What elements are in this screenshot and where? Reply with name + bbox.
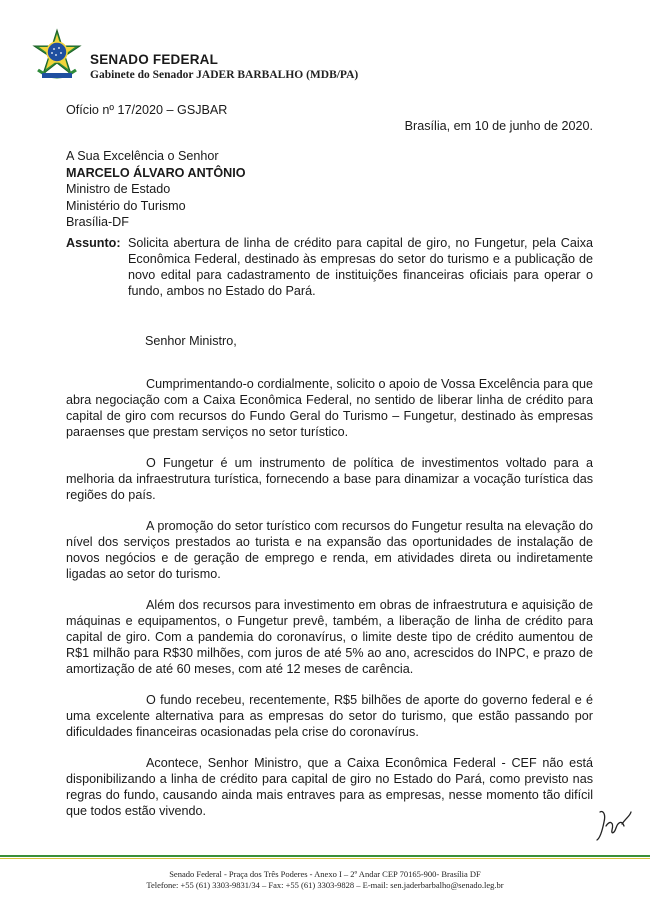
body-paragraph: Cumprimentando-o cordialmente, solicito o apoio de Vossa Excelência para que abra negociação com a Caixa Econômica Federal, no sentido de liberar linha de crédito para capital de giro com recursos do Fundo Geral do Turismo – Fungetur, destinado às empresas paraenses que prestam serviços no setor turístico. — [66, 377, 593, 439]
subject-text: Solicita abertura de linha de crédito para capital de giro, no Fungetur, pela Caixa Econômica Federal, destinado às empresas do setor do turismo e a publicação de novo edital para cadastramento de instituições financeiras oficiais para operar o fundo, ambos no Estado do Pará. — [128, 236, 593, 298]
subject-block — [66, 235, 593, 299]
addressee-ministry: Ministério do Turismo — [66, 198, 186, 213]
footer — [0, 869, 650, 891]
addressee-title: Ministro de Estado — [66, 182, 171, 197]
letter-date: Brasília, em 10 de junho de 2020. — [404, 119, 593, 133]
organization-name: SENADO FEDERAL — [90, 52, 219, 67]
footer-address: Senado Federal - Praça dos Três Poderes - Anexo I – 2º Andar CEP 70165-900- Brasília DF — [169, 869, 481, 879]
handwritten-initials-signature — [594, 806, 634, 844]
brazil-coat-of-arms-icon — [30, 28, 84, 84]
letter-reference: Ofício nº 17/2020 – GSJBAR — [66, 103, 228, 117]
body-paragraph: Além dos recursos para investimento em obras de infraestrutura e aquisição de máquinas e equipamentos, o Fungetur prevê, também, a liberação de linha de crédito para capital de giro. Com a pandemia do coronavírus, o limite deste tipo de crédito aumentou de R$1 milhão para R$30 milhões, com juros de até 5% ao ano, acrescidos do INPC, e prazo de amortização de até 60 meses, com até 12 meses de carência. — [66, 598, 593, 676]
subject-label: Assunto: — [66, 236, 121, 250]
body-paragraph: A promoção do setor turístico com recursos do Fungetur resulta na elevação do nível dos serviços prestados ao turista e na expansão das oportunidades de instalação de novos negócios e de geração de emprego e renda, em atividades direta ou indiretamente ligadas ao setor do turismo. — [66, 519, 593, 581]
office-name: Gabinete do Senador JADER BARBALHO (MDB/PA) — [90, 69, 359, 81]
body-paragraph: O Fungetur é um instrumento de política de investimentos voltado para a melhoria da infraestrutura turística, fornecendo a base para dinamizar a vocação turística das regiões do país. — [66, 456, 593, 502]
body-paragraph: O fundo recebeu, recentemente, R$5 bilhões de aporte do governo federal e é uma excelente alternativa para as empresas do setor do turismo, que estão passando por dificuldades financeiras ocasionadas pela crise do coronavírus. — [66, 693, 593, 739]
addressee-city: Brasília-DF — [66, 215, 129, 230]
footer-rule-yellow — [0, 858, 650, 859]
addressee-block — [66, 148, 246, 231]
addressee-name: MARCELO ÁLVARO ANTÔNIO — [66, 165, 246, 180]
footer-rule-green — [0, 855, 650, 857]
letter-body — [66, 376, 593, 834]
addressee-salutation-line: A Sua Excelência o Senhor — [66, 149, 219, 163]
footer-contacts: Telefone: +55 (61) 3303-9831/34 – Fax: +55 (61) 3303-9828 – E-mail: sen.jaderbarbalho@senado.leg.br — [146, 880, 504, 890]
salutation: Senhor Ministro, — [145, 334, 237, 348]
body-paragraph: Acontece, Senhor Ministro, que a Caixa Econômica Federal - CEF não está disponibilizando a linha de crédito para capital de giro no Estado do Pará, como previsto nas regras do fundo, causando ainda mais entraves para as empresas, nesse momento tão difícil que todos estão vivendo. — [66, 756, 593, 818]
